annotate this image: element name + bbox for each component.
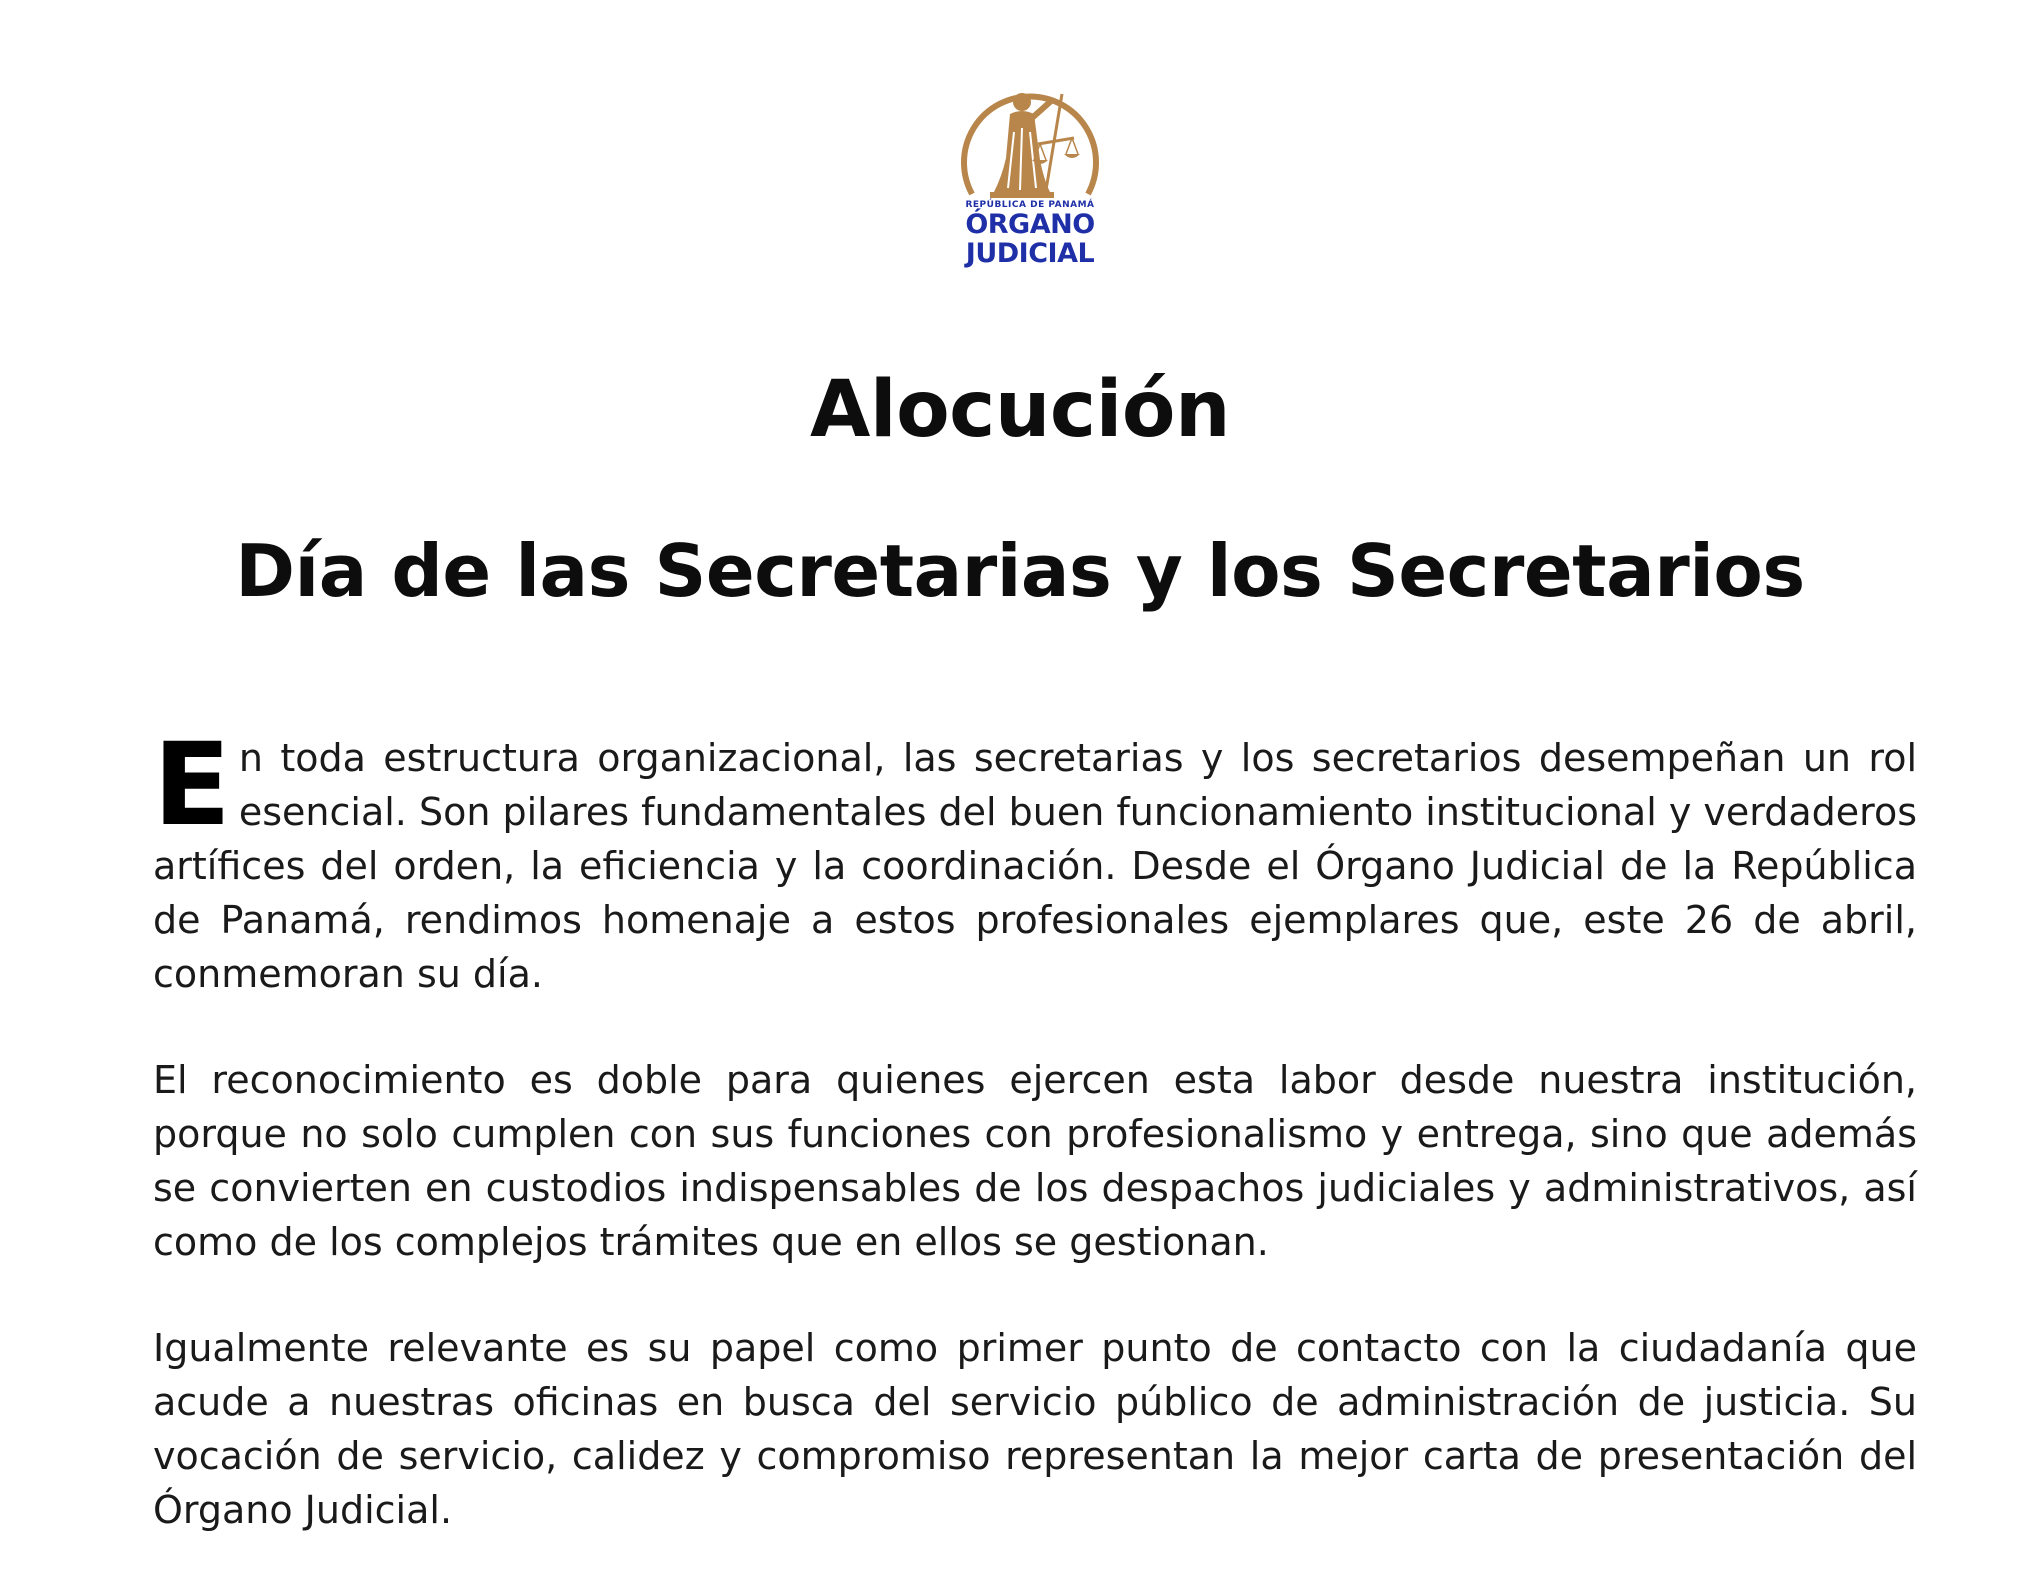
paragraph-1 bbox=[153, 718, 1917, 1001]
page-subtitle: Día de las Secretarias y los Secretarios bbox=[235, 529, 1805, 613]
organo-judicial-logo bbox=[950, 72, 1110, 282]
paragraph-2: El reconocimiento es doble para quienes ejercen esta labor desde nuestra institución, porque no solo cumplen con sus funciones con profesionalismo y entrega, sino que además se convierten en custodios indispensables de los despachos judiciales y administrativos, así como de los complejos trámites que en ellos se gestionan. bbox=[153, 1058, 1917, 1264]
logo-name-line1: ÓRGANO bbox=[965, 209, 1095, 240]
paragraph-3: Igualmente relevante es su papel como primer punto de contacto con la ciudadanía que acude a nuestras oficinas en busca del servicio público de administración de justicia. Su vocación de servicio, calidez y compromiso representan la mejor carta de presentación del Órgano Judicial. bbox=[153, 1326, 1917, 1532]
page-title: Alocución bbox=[809, 365, 1231, 455]
justice-statue-icon bbox=[950, 72, 1110, 202]
logo-name-line2: JUDICIAL bbox=[965, 238, 1095, 269]
paragraph-1-text: n toda estructura organizacional, las secretarias y los secretarios desempeñan un rol esencial. Son pilares fundamentales del buen funcionamiento institucional y verdaderos artífices del orden, la eficiencia y la coordinación. Desde el Órgano Judicial de la República de Panamá, rendimos homenaje a estos profesionales ejemplares que, este 26 de abril, conmemoran su día. bbox=[153, 736, 1917, 996]
drop-cap: E bbox=[153, 718, 231, 851]
logo-country-text: REPÚBLICA DE PANAMÁ bbox=[965, 200, 1095, 210]
